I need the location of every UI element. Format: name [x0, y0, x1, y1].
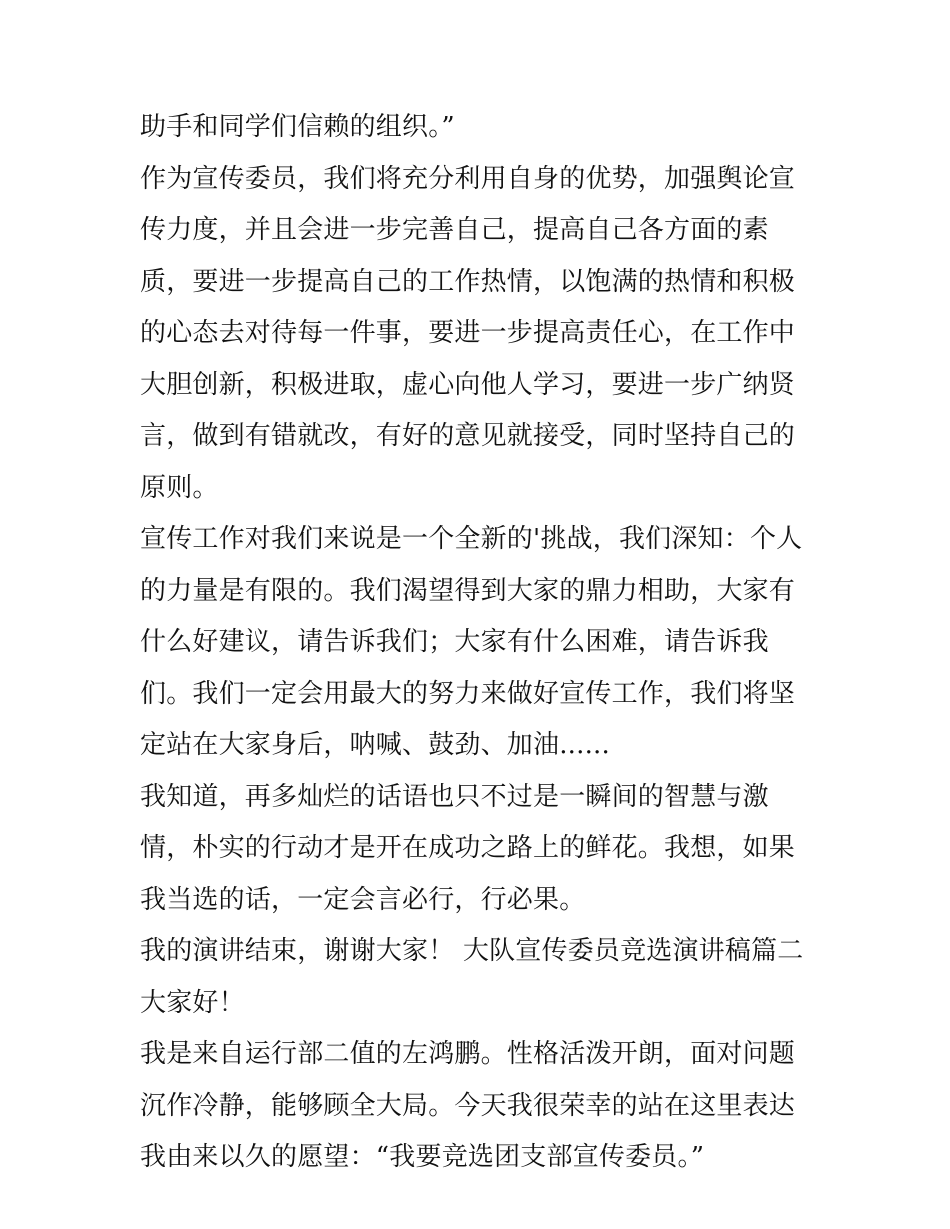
paragraph-3: 宣传工作对我们来说是一个全新的'挑战，我们深知：个人的力量是有限的。我们渴望得到大家的鼎力相助，大家有什么好建议，请告诉我们；大家有什么困难，请告诉我们。我们一定会用最大的努力来做好宣传工作，我们将坚定站在大家身后，呐喊、鼓劲、加油...... — [140, 524, 803, 760]
paragraph-4: 我知道，再多灿烂的话语也只不过是一瞬间的智慧与激情，朴实的行动才是开在成功之路上的鲜花。我想，如果我当选的话，一定会言必行，行必果。 — [140, 781, 796, 915]
paragraph-2: 作为宣传委员，我们将充分利用自身的优势，加强舆论宣传力度，并且会进一步完善自己，提高自己各方面的素质，要进一步提高自己的工作热情，以饱满的热情和积极的心态去对待每一件事，要进一步提高责任心，在工作中大胆创新，积极进取，虚心向他人学习，要进一步广纳贤言，做到有错就改，有好的意见就接受，同时坚持自己的原则。 — [140, 163, 796, 503]
paragraph-5: 我的演讲结束，谢谢大家！ 大队宣传委员竞选演讲稿篇二 大家好！ — [140, 936, 804, 1018]
paragraph-1: 助手和同学们信赖的组织。” — [140, 112, 455, 142]
document-body — [140, 102, 820, 1184]
paragraph-6: 我是来自运行部二值的左鸿鹏。性格活泼开朗，面对问题沉作冷静，能够顾全大局。今天我很荣幸的站在这里表达我由来以久的愿望：“我要竞选团支部宣传委员。” — [140, 1039, 796, 1172]
